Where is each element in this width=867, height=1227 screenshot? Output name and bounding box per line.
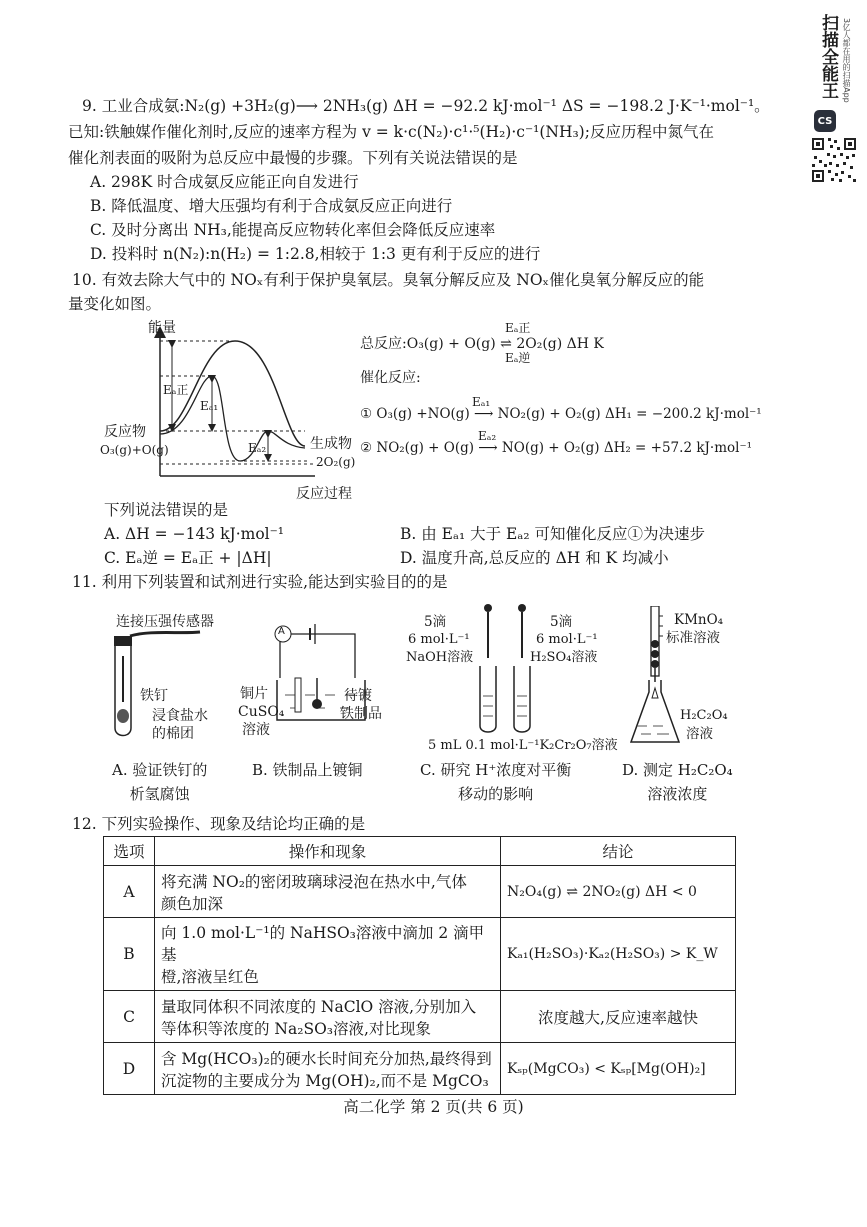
q10-stem-line1: 10. 有效去除大气中的 NOₓ有利于保护臭氧层。臭氧分解反应及 NOₓ催化臭氧分解反应的能 xyxy=(72,271,705,289)
q11-caption-b: B. 铁制品上镀铜 xyxy=(252,761,363,779)
c-right-label-1: 5滴 xyxy=(550,614,573,630)
b-cuso4-label-2: 溶液 xyxy=(242,722,270,738)
q11-caption-d: D. 测定 H₂C₂O₄ 溶液浓度 xyxy=(622,761,733,803)
a-nail-label: 铁钉 xyxy=(140,688,168,704)
q10-option-d: D. 温度升高,总反应的 ΔH 和 K 均减小 xyxy=(400,549,669,567)
diagram-product-label: 生成物 xyxy=(310,436,352,452)
q12-stem: 12. 下列实验操作、现象及结论均正确的是 xyxy=(72,815,366,833)
catalytic-title: 催化反应: xyxy=(360,370,421,386)
q12-table xyxy=(103,836,736,1095)
energy-diagram xyxy=(100,316,360,502)
q10-question: 下列说法错误的是 xyxy=(104,501,229,519)
reaction-1: ① O₃(g) +NO(g) ⟶ NO₂(g) + O₂(g) ΔH₁ = −200.2 kJ·mol⁻¹ xyxy=(360,406,762,422)
b-item-label-2: 铁制品 xyxy=(340,706,382,722)
q11-stem: 11. 利用下列装置和试剂进行实验,能达到实验目的的是 xyxy=(72,573,448,591)
table-row: A 将充满 NO₂的密闭玻璃球浸泡在热水中,气体 颜色加深 N₂O₄(g) ⇌ 2NO₂(g) ΔH < 0 xyxy=(104,866,736,918)
diagram-ea-forward: Eₐ正 xyxy=(163,383,189,397)
q9-option-c: C. 及时分离出 NH₃,能提高反应物转化率但会降低反应速率 xyxy=(90,221,496,239)
b-copper-label: 铜片 xyxy=(240,686,268,702)
col-header-option: 选项 xyxy=(104,837,155,866)
q9-option-d: D. 投料时 n(N₂):n(H₂) = 1:2.8,相较于 1:3 更有利于反应的进行 xyxy=(90,245,541,263)
q9-option-b: B. 降低温度、增大压强均有利于合成氨反应正向进行 xyxy=(90,197,453,215)
c-left-label-1: 5滴 xyxy=(424,614,447,630)
diagram-reactant-label: 反应物 xyxy=(104,424,146,440)
c-bottom-label: 5 mL 0.1 mol·L⁻¹K₂Cr₂O₇溶液 xyxy=(428,738,618,753)
cs-logo-icon: CS xyxy=(814,110,836,132)
q9-stem-line3: 催化剂表面的吸附为总反应中最慢的步骤。下列有关说法错误的是 xyxy=(68,149,518,167)
col-header-operation: 操作和现象 xyxy=(155,837,501,866)
brand-title: 扫描全能王 xyxy=(818,14,838,99)
b-item-label-1: 待镀 xyxy=(344,688,372,704)
total-reaction: 总反应:O₃(g) + O(g) ⇌ 2O₂(g) ΔH K xyxy=(360,336,604,352)
r2-ea: Eₐ₂ xyxy=(478,429,497,443)
diagram-product-formula: 2O₂(g) xyxy=(316,455,356,469)
diagram-y-label: 能量 xyxy=(148,320,176,336)
table-row: B 向 1.0 mol·L⁻¹的 NaHSO₃溶液中滴加 2 滴甲基 橙,溶液呈红色 Kₐ₁(H₂SO₃)·Kₐ₂(H₂SO₃) > K_W xyxy=(104,918,736,991)
d-kmno4-label-2: 标准溶液 xyxy=(666,630,720,646)
reaction-2: ② NO₂(g) + O(g) ⟶ NO(g) + O₂(g) ΔH₂ = +57.2 kJ·mol⁻¹ xyxy=(360,440,752,456)
q10-stem-line2: 量变化如图。 xyxy=(68,295,162,313)
q10-option-c: C. Eₐ逆 = Eₐ正 + |ΔH| xyxy=(104,549,272,567)
qr-code-icon xyxy=(810,136,858,184)
q10-option-a: A. ΔH = −143 kJ·mol⁻¹ xyxy=(104,525,285,543)
total-ea-forward: Eₐ正 xyxy=(505,321,531,335)
page-footer: 高二化学 第 2 页(共 6 页) xyxy=(343,1098,524,1116)
table-row: C 量取同体积不同浓度的 NaClO 溶液,分别加入 等体积等浓度的 Na₂SO₃溶液,对比现象 浓度越大,反应速率越快 xyxy=(104,991,736,1043)
d-h2c2o4-label-2: 溶液 xyxy=(686,726,713,742)
q10-option-b: B. 由 Eₐ₁ 大于 Eₐ₂ 可知催化反应①为决速步 xyxy=(400,525,705,543)
d-h2c2o4-label-1: H₂C₂O₄ xyxy=(680,708,728,723)
c-left-label-3: NaOH溶液 xyxy=(406,650,474,665)
r1-ea: Eₐ₁ xyxy=(472,395,491,409)
ammeter-label: A xyxy=(278,626,285,637)
c-right-label-3: H₂SO₄溶液 xyxy=(530,650,598,665)
q9-option-a: A. 298K 时合成氨反应能正向自发进行 xyxy=(90,173,359,191)
diagram-ea2: Eₐ₂ xyxy=(248,441,267,455)
col-header-conclusion: 结论 xyxy=(501,837,736,866)
table-row: D 含 Mg(HCO₃)₂的硬水长时间充分加热,最终得到 沉淀物的主要成分为 Mg(OH)₂,而不是 MgCO₃ Kₛₚ(MgCO₃) < Kₛₚ[Mg(OH)₂] xyxy=(104,1043,736,1095)
c-right-label-2: 6 mol·L⁻¹ xyxy=(536,632,598,647)
q9-stem-line2: 已知:铁触媒作催化剂时,反应的速率方程为 v = k·c(N₂)·c¹·⁵(H₂)·c⁻¹(NH₃);反应历程中氮气在 xyxy=(68,123,714,141)
c-left-label-2: 6 mol·L⁻¹ xyxy=(408,632,470,647)
diagram-ea1: Eₐ₁ xyxy=(200,399,219,413)
total-ea-reverse: Eₐ逆 xyxy=(505,351,531,365)
a-cotton-label-2: 的棉团 xyxy=(152,726,194,742)
q9-stem-line1: 9. 工业合成氨:N₂(g) +3H₂(g)⟶ 2NH₃(g) ΔH = −92.2 kJ·mol⁻¹ ΔS = −198.2 J·K⁻¹·mol⁻¹。 xyxy=(82,97,770,115)
q11-caption-c: C. 研究 H⁺浓度对平衡 移动的影响 xyxy=(420,761,572,803)
brand-subtitle: 3亿人都在用的扫描App xyxy=(842,18,851,103)
a-sensor-label: 连接压强传感器 xyxy=(116,614,214,630)
a-cotton-label-1: 浸食盐水 xyxy=(152,708,208,724)
b-cuso4-label-1: CuSO₄ xyxy=(238,704,285,720)
q11-caption-a: A. 验证铁钉的 析氢腐蚀 xyxy=(112,761,208,803)
d-kmno4-label-1: KMnO₄ xyxy=(674,612,724,628)
diagram-reactant-formula: O₃(g)+O(g) xyxy=(100,443,169,457)
diagram-x-label: 反应过程 xyxy=(296,486,352,502)
